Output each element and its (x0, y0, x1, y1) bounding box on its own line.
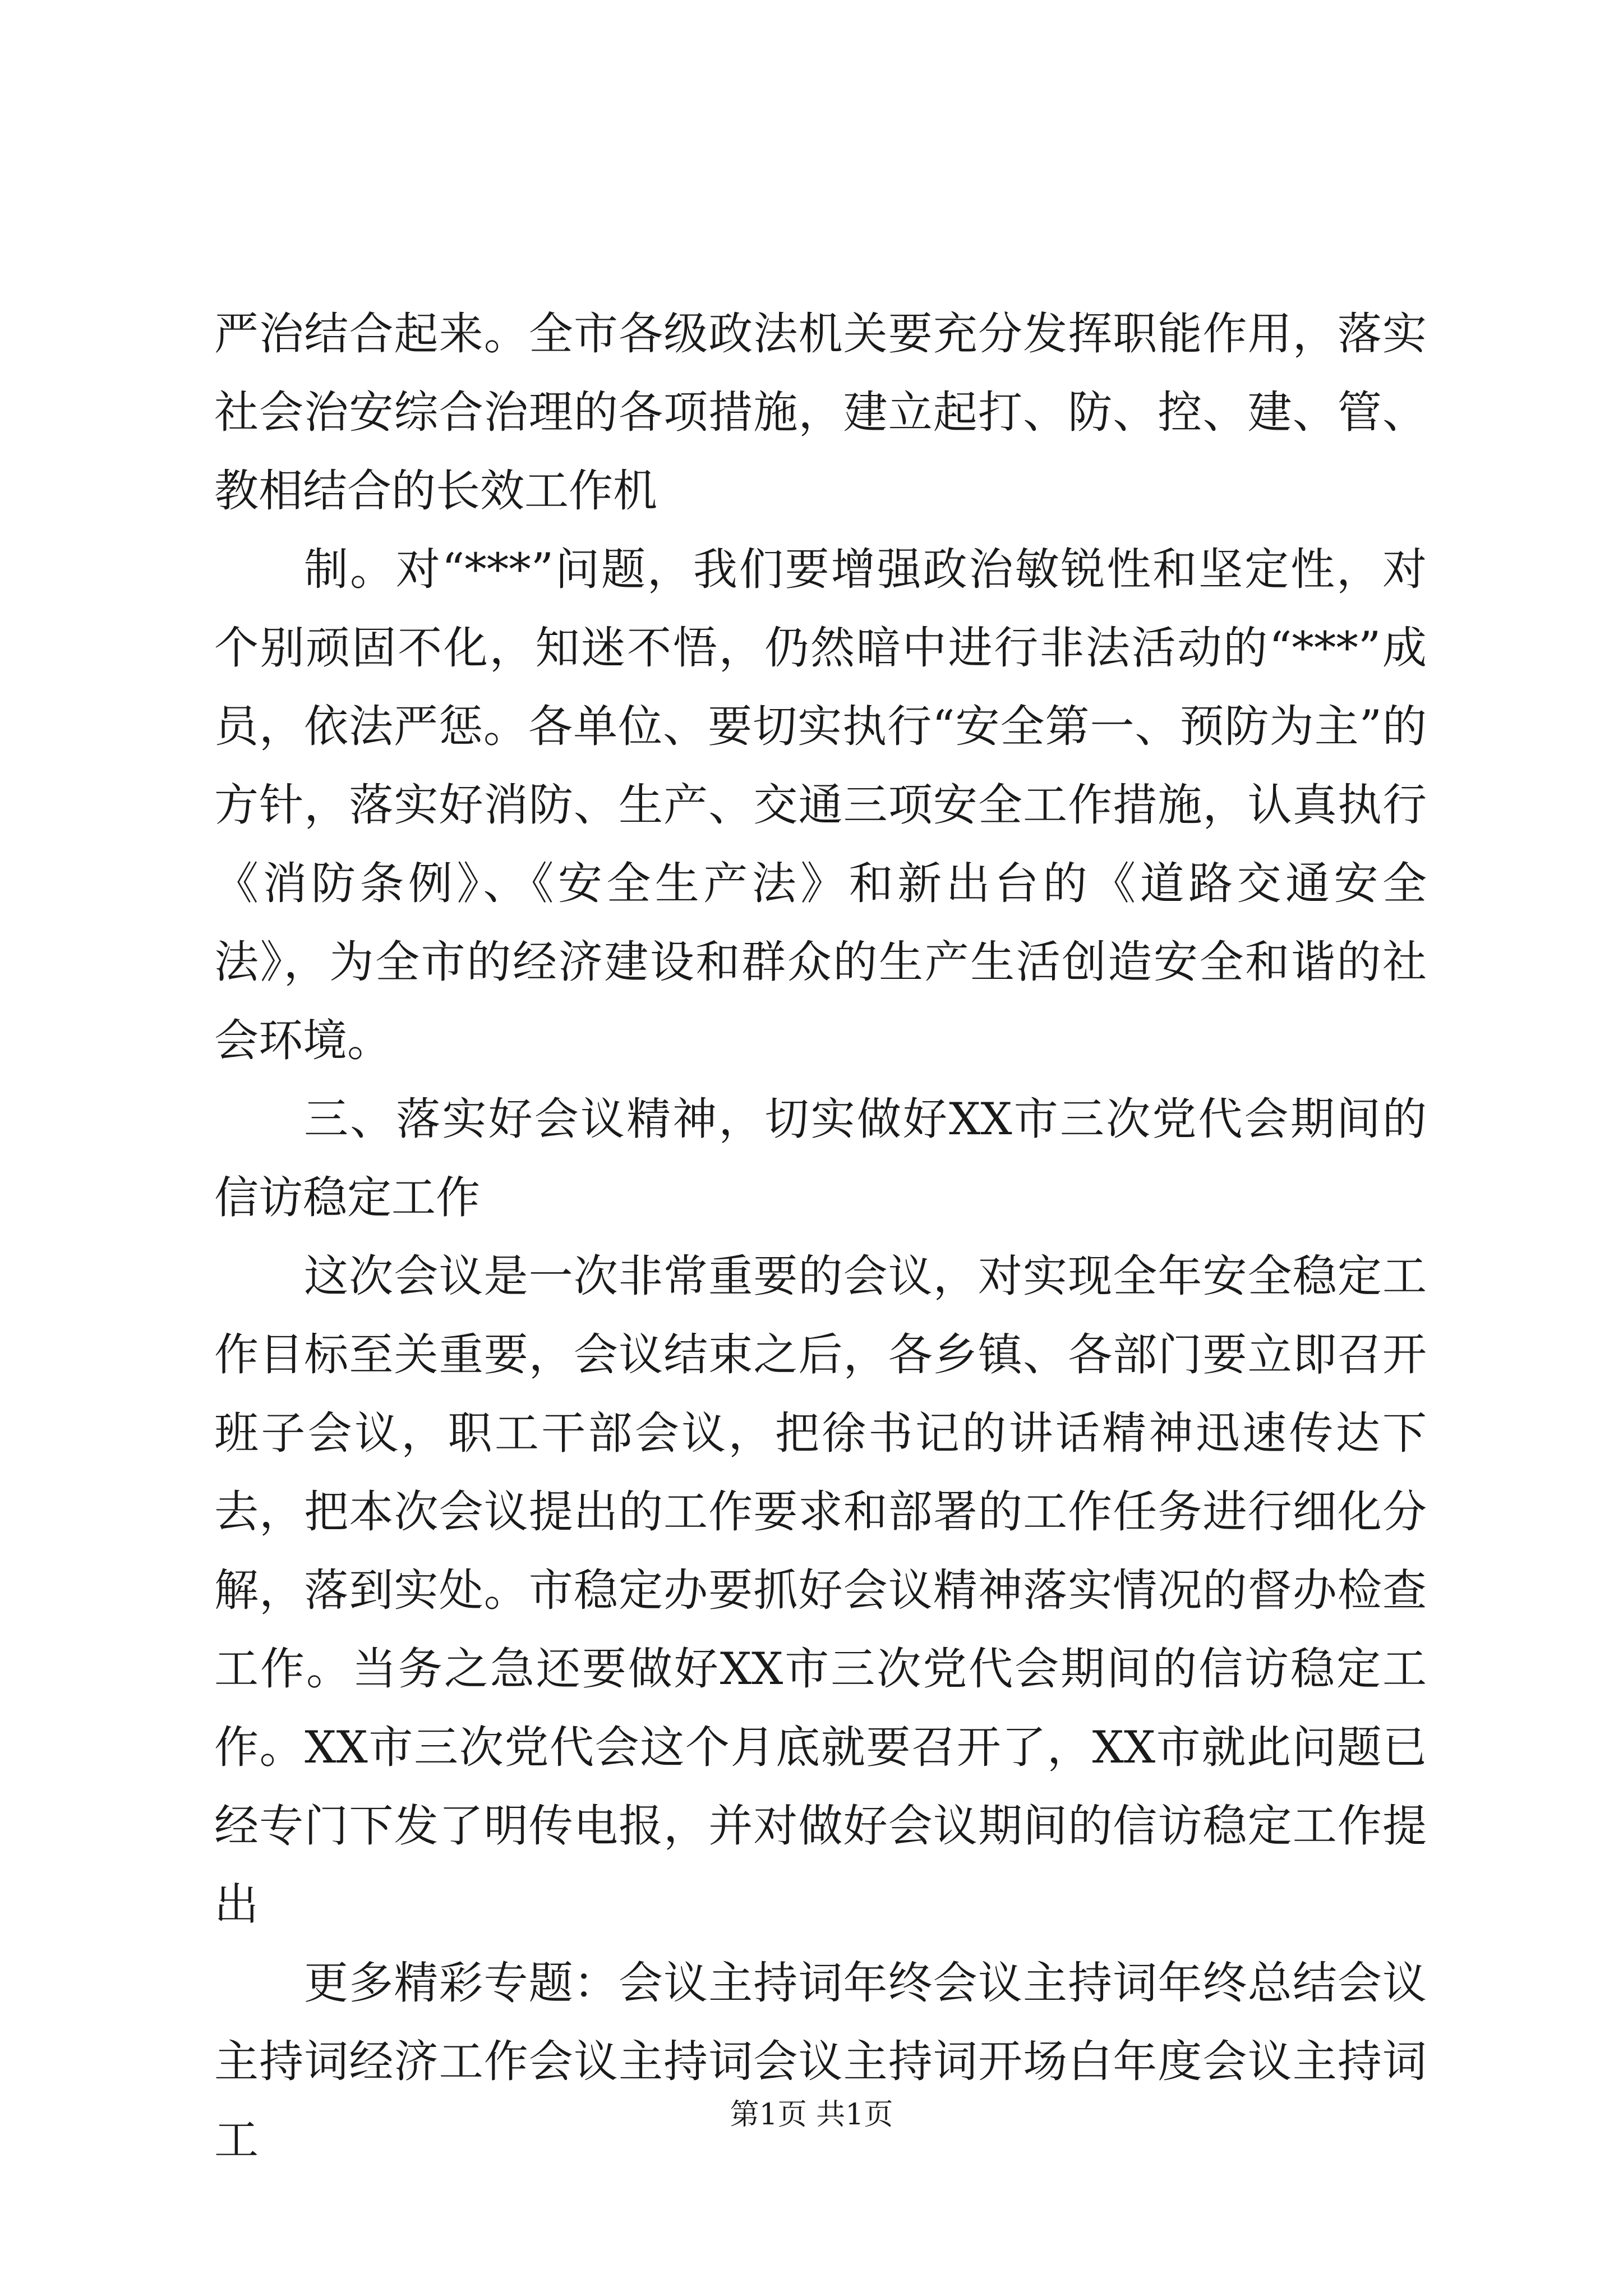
section-heading-3: 三、落实好会议精神，切实做好XX市三次党代会期间的信访稳定工作 (214, 1093, 1427, 1223)
page-number-footer: 第1页 共1页 (730, 2098, 893, 2132)
paragraph-2: 制。对“***”问题，我们要增强政治敏锐性和坚定性，对个别顽固不化，知迷不悟，仍然暗中进行非法活动的“***”成员，依法严惩。各单位、要切实执行“安全第一、预防为主”的方针，落实好消防、生产、交通三项安全工作措施，认真执行《消防条例》、《安全生产法》和新出台的《道路交通安全法》，为全市的经济建设和群众的生产生活创造安全和谐的社会环境。 (214, 544, 1427, 1066)
paragraph-1: 严治结合起来。全市各级政法机关要充分发挥职能作用，落实社会治安综合治理的各项措施，建立起打、防、控、建、管、教相结合的长效工作机 (214, 308, 1427, 517)
paragraph-4: 这次会议是一次非常重要的会议，对实现全年安全稳定工作目标至关重要，会议结束之后，各乡镇、各部门要立即召开班子会议，职工干部会议，把徐书记的讲话精神迅速传达下去，把本次会议提出的工作要求和部署的工作任务进行细化分解，落到实处。市稳定办要抓好会议精神落实情况的督办检查工作。当务之急还要做好XX市三次党代会期间的信访稳定工作。XX市三次党代会这个月底就要召开了，XX市就此问题已经专门下发了明传电报，并对做好会议期间的信访稳定工作提出 (214, 1250, 1427, 1930)
related-topics-paragraph: 更多精彩专题：会议主持词年终会议主持词年终总结会议主持词经济工作会议主持词会议主持词开场白年度会议主持词工 (214, 1957, 1427, 2166)
document-body (214, 295, 1427, 2179)
